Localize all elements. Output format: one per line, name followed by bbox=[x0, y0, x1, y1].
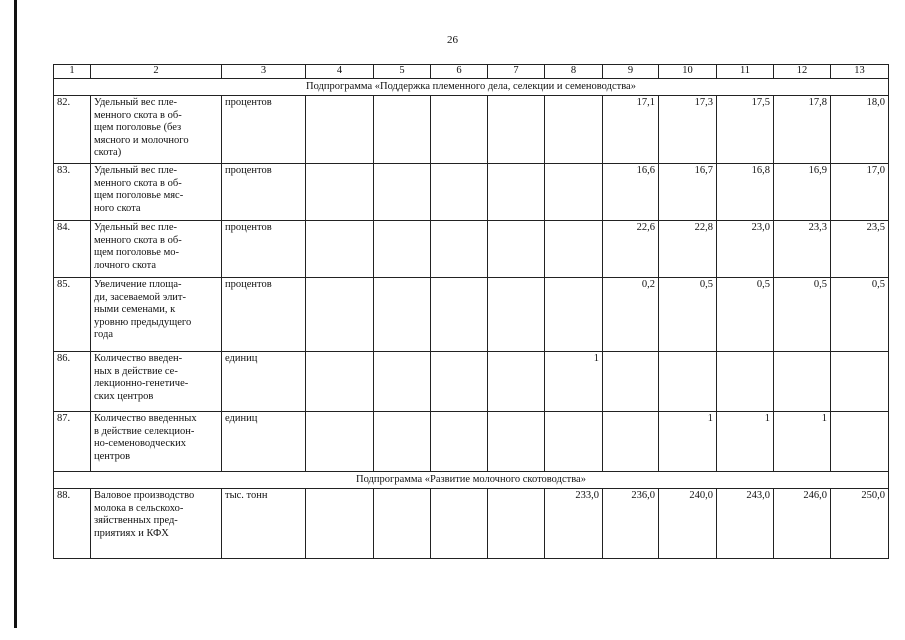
value-cell: 17,0 bbox=[831, 164, 889, 221]
subprogram-title: Подпрограмма «Развитие молочного скотоводства» bbox=[54, 472, 889, 489]
value-cell bbox=[488, 352, 545, 412]
value-cell bbox=[831, 412, 889, 472]
table-row bbox=[54, 221, 889, 278]
value-cell bbox=[374, 221, 431, 278]
value-cell bbox=[374, 164, 431, 221]
row-number: 85. bbox=[54, 278, 91, 352]
value-cell: 23,0 bbox=[717, 221, 774, 278]
value-cell: 16,8 bbox=[717, 164, 774, 221]
value-cell: 22,6 bbox=[603, 221, 659, 278]
unit-cell: процентов bbox=[222, 164, 306, 221]
value-cell bbox=[306, 96, 374, 164]
value-cell bbox=[545, 96, 603, 164]
value-cell: 1 bbox=[659, 412, 717, 472]
value-cell bbox=[374, 489, 431, 559]
value-cell: 240,0 bbox=[659, 489, 717, 559]
column-header: 13 bbox=[831, 65, 889, 79]
table-row bbox=[54, 96, 889, 164]
value-cell bbox=[603, 412, 659, 472]
value-cell bbox=[374, 96, 431, 164]
value-cell: 250,0 bbox=[831, 489, 889, 559]
value-cell: 246,0 bbox=[774, 489, 831, 559]
column-header: 6 bbox=[431, 65, 488, 79]
value-cell bbox=[431, 96, 488, 164]
table-row bbox=[54, 489, 889, 559]
value-cell: 16,9 bbox=[774, 164, 831, 221]
indicator-name: Валовое производство молока в сельскохо- зяйственных пред- приятиях и КФХ bbox=[91, 489, 222, 559]
column-header: 1 bbox=[54, 65, 91, 79]
value-cell: 0,5 bbox=[717, 278, 774, 352]
table-row bbox=[54, 352, 889, 412]
row-number: 82. bbox=[54, 96, 91, 164]
value-cell bbox=[306, 352, 374, 412]
value-cell: 236,0 bbox=[603, 489, 659, 559]
value-cell: 23,3 bbox=[774, 221, 831, 278]
unit-cell: процентов bbox=[222, 96, 306, 164]
value-cell bbox=[306, 221, 374, 278]
value-cell bbox=[431, 412, 488, 472]
value-cell: 1 bbox=[545, 352, 603, 412]
value-cell bbox=[545, 278, 603, 352]
value-cell: 0,5 bbox=[831, 278, 889, 352]
subprogram-row bbox=[54, 472, 889, 489]
indicator-name: Количество введенных в действие селекцион- но-семеноводческих центров bbox=[91, 412, 222, 472]
margin-bar bbox=[14, 0, 17, 628]
page-number: 26 bbox=[447, 34, 458, 46]
subprogram-row bbox=[54, 79, 889, 96]
subprogram-title: Подпрограмма «Поддержка племенного дела, селекции и семеноводства» bbox=[54, 79, 889, 96]
value-cell: 0,5 bbox=[659, 278, 717, 352]
row-number: 86. bbox=[54, 352, 91, 412]
value-cell: 17,1 bbox=[603, 96, 659, 164]
value-cell: 1 bbox=[717, 412, 774, 472]
column-header: 4 bbox=[306, 65, 374, 79]
table-row bbox=[54, 412, 889, 472]
column-header: 12 bbox=[774, 65, 831, 79]
value-cell: 22,8 bbox=[659, 221, 717, 278]
value-cell bbox=[545, 164, 603, 221]
table-row bbox=[54, 278, 889, 352]
indicator-name: Количество введен- ных в действие се- лекционно-генетиче- ских центров bbox=[91, 352, 222, 412]
value-cell: 17,3 bbox=[659, 96, 717, 164]
value-cell bbox=[488, 164, 545, 221]
value-cell: 243,0 bbox=[717, 489, 774, 559]
value-cell bbox=[774, 352, 831, 412]
value-cell bbox=[306, 164, 374, 221]
value-cell bbox=[431, 221, 488, 278]
value-cell bbox=[374, 352, 431, 412]
value-cell bbox=[374, 278, 431, 352]
value-cell bbox=[488, 412, 545, 472]
unit-cell: единиц bbox=[222, 412, 306, 472]
column-header: 5 bbox=[374, 65, 431, 79]
value-cell bbox=[831, 352, 889, 412]
unit-cell: процентов bbox=[222, 221, 306, 278]
column-header: 11 bbox=[717, 65, 774, 79]
header-row bbox=[54, 65, 889, 79]
indicator-name: Удельный вес пле- менного скота в об- щем поголовье мяс- ного скота bbox=[91, 164, 222, 221]
unit-cell: тыс. тонн bbox=[222, 489, 306, 559]
value-cell bbox=[306, 412, 374, 472]
table-row bbox=[54, 164, 889, 221]
value-cell: 0,5 bbox=[774, 278, 831, 352]
value-cell bbox=[545, 221, 603, 278]
value-cell bbox=[431, 164, 488, 221]
value-cell bbox=[717, 352, 774, 412]
value-cell: 18,0 bbox=[831, 96, 889, 164]
row-number: 84. bbox=[54, 221, 91, 278]
indicators-table bbox=[53, 64, 889, 559]
value-cell bbox=[488, 278, 545, 352]
value-cell: 16,6 bbox=[603, 164, 659, 221]
unit-cell: процентов bbox=[222, 278, 306, 352]
value-cell bbox=[306, 278, 374, 352]
value-cell bbox=[431, 278, 488, 352]
column-header: 2 bbox=[91, 65, 222, 79]
value-cell bbox=[488, 96, 545, 164]
value-cell: 0,2 bbox=[603, 278, 659, 352]
indicator-name: Увеличение площа- ди, засеваемой элит- ными семенами, к уровню предыдущего года bbox=[91, 278, 222, 352]
indicator-name: Удельный вес пле- менного скота в об- щем поголовье (без мясного и молочного скота) bbox=[91, 96, 222, 164]
indicator-name: Удельный вес пле- менного скота в об- щем поголовье мо- лочного скота bbox=[91, 221, 222, 278]
value-cell bbox=[488, 221, 545, 278]
value-cell bbox=[431, 489, 488, 559]
value-cell: 17,8 bbox=[774, 96, 831, 164]
row-number: 83. bbox=[54, 164, 91, 221]
unit-cell: единиц bbox=[222, 352, 306, 412]
value-cell bbox=[306, 489, 374, 559]
value-cell bbox=[603, 352, 659, 412]
value-cell bbox=[374, 412, 431, 472]
value-cell bbox=[545, 412, 603, 472]
value-cell: 16,7 bbox=[659, 164, 717, 221]
value-cell bbox=[659, 352, 717, 412]
value-cell: 233,0 bbox=[545, 489, 603, 559]
column-header: 8 bbox=[545, 65, 603, 79]
value-cell: 23,5 bbox=[831, 221, 889, 278]
value-cell: 17,5 bbox=[717, 96, 774, 164]
value-cell: 1 bbox=[774, 412, 831, 472]
row-number: 87. bbox=[54, 412, 91, 472]
column-header: 9 bbox=[603, 65, 659, 79]
column-header: 7 bbox=[488, 65, 545, 79]
value-cell bbox=[431, 352, 488, 412]
row-number: 88. bbox=[54, 489, 91, 559]
value-cell bbox=[488, 489, 545, 559]
column-header: 10 bbox=[659, 65, 717, 79]
column-header: 3 bbox=[222, 65, 306, 79]
